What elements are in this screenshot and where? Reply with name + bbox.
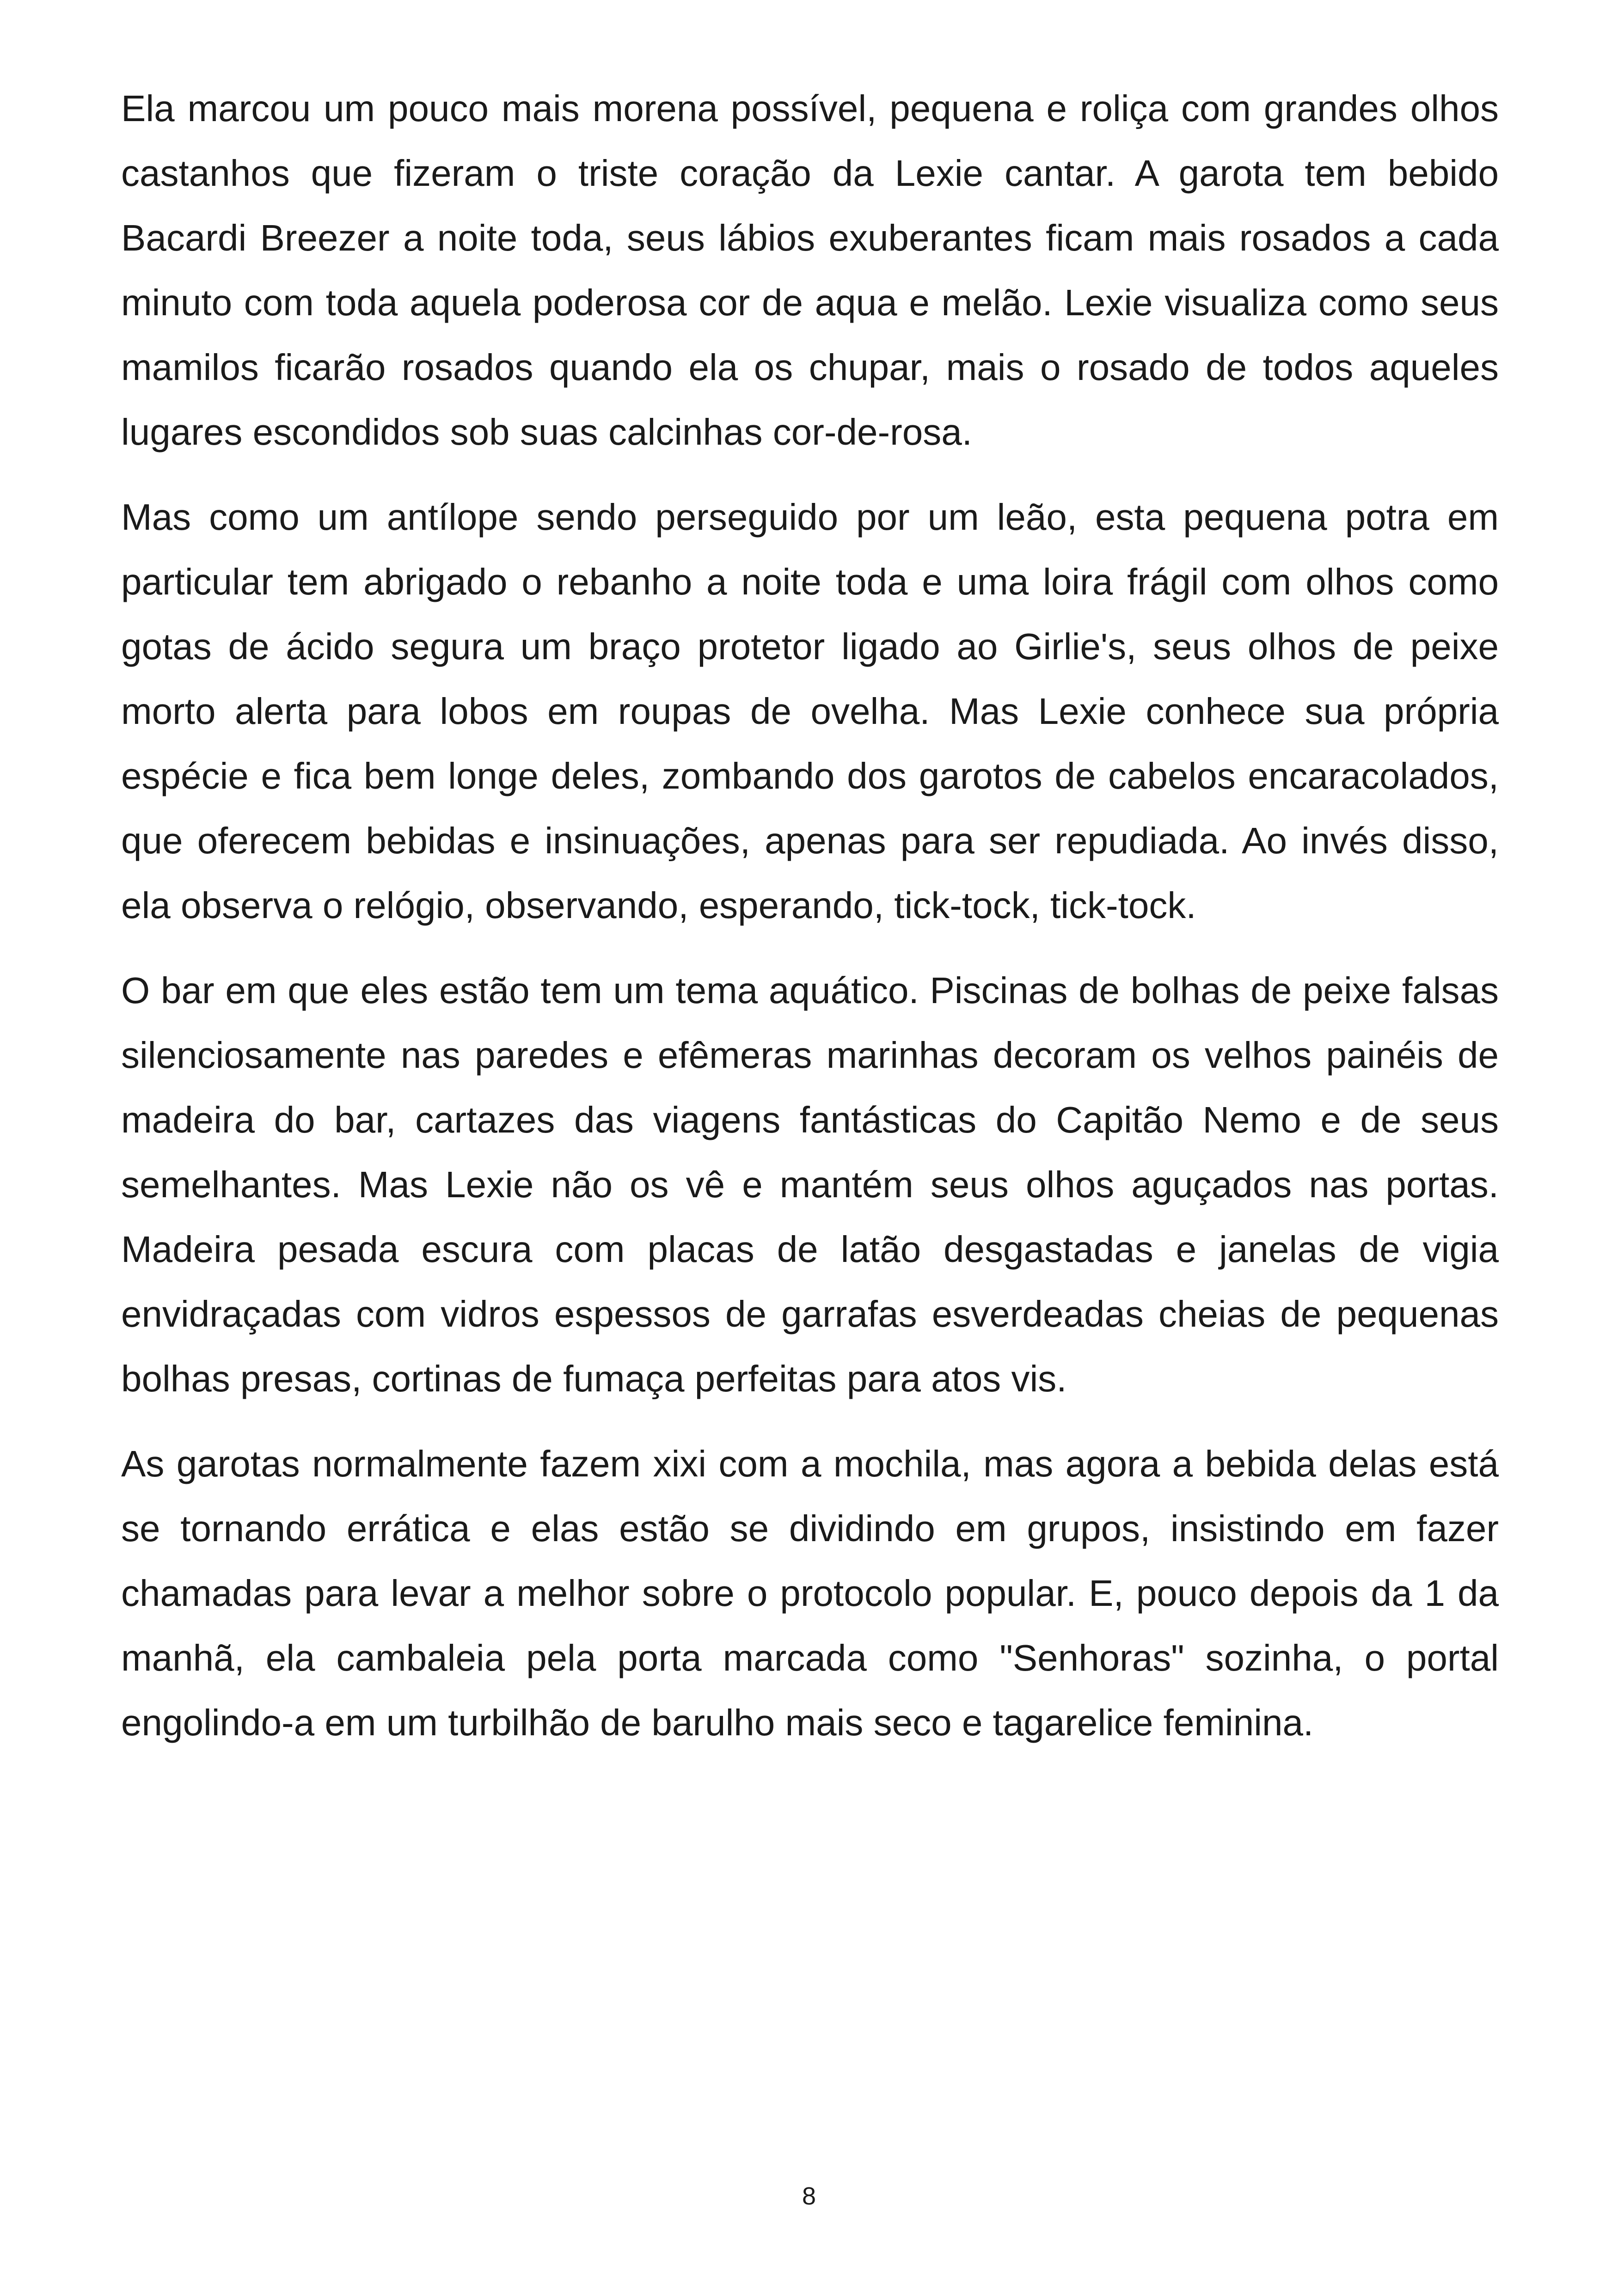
- paragraph-2: Mas como um antílope sendo perseguido por um leão, esta pequena potra em particular tem abrigado o rebanho a noite toda e uma loira frágil com olhos como gotas de ácido segura um braço protetor ligado ao Girlie's, seus olhos de peixe morto alerta para lobos em roupas de ovelha. Mas Lexie conhece sua própria espécie e fica bem longe deles, zombando dos garotos de cabelos encaracolados, que oferecem bebidas e insinuações, apenas para ser repudiada. Ao invés disso, ela observa o relógio, observando, esperando, tick-tock, tick-tock.: [121, 496, 1499, 926]
- body-text: [121, 76, 1499, 1776]
- paragraph-4: As garotas normalmente fazem xixi com a mochila, mas agora a bebida delas está se tornando errática e elas estão se dividindo em grupos, insistindo em fazer chamadas para levar a melhor sobre o protocolo popular. E, pouco depois da 1 da manhã, ela cambaleia pela porta marcada como "Senhoras" sozinha, o portal engolindo-a em um turbilhão de barulho mais seco e tagarelice feminina.: [121, 1443, 1499, 1743]
- paragraph-3: O bar em que eles estão tem um tema aquático. Piscinas de bolhas de peixe falsas silenciosamente nas paredes e efêmeras marinhas decoram os velhos painéis de madeira do bar, cartazes das viagens fantásticas do Capitão Nemo e de seus semelhantes. Mas Lexie não os vê e mantém seus olhos aguçados nas portas. Madeira pesada escura com placas de latão desgastadas e janelas de vigia envidraçadas com vidros espessos de garrafas esverdeadas cheias de pequenas bolhas presas, cortinas de fumaça perfeitas para atos vis.: [121, 970, 1499, 1399]
- paragraph-1: Ela marcou um pouco mais morena possível, pequena e roliça com grandes olhos castanhos que fizeram o triste coração da Lexie cantar. A garota tem bebido Bacardi Breezer a noite toda, seus lábios exuberantes ficam mais rosados a cada minuto com toda aquela poderosa cor de aqua e melão. Lexie visualiza como seus mamilos ficarão rosados quando ela os chupar, mais o rosado de todos aqueles lugares escondidos sob suas calcinhas cor-de-rosa.: [121, 88, 1499, 453]
- page-number: 8: [802, 2182, 816, 2210]
